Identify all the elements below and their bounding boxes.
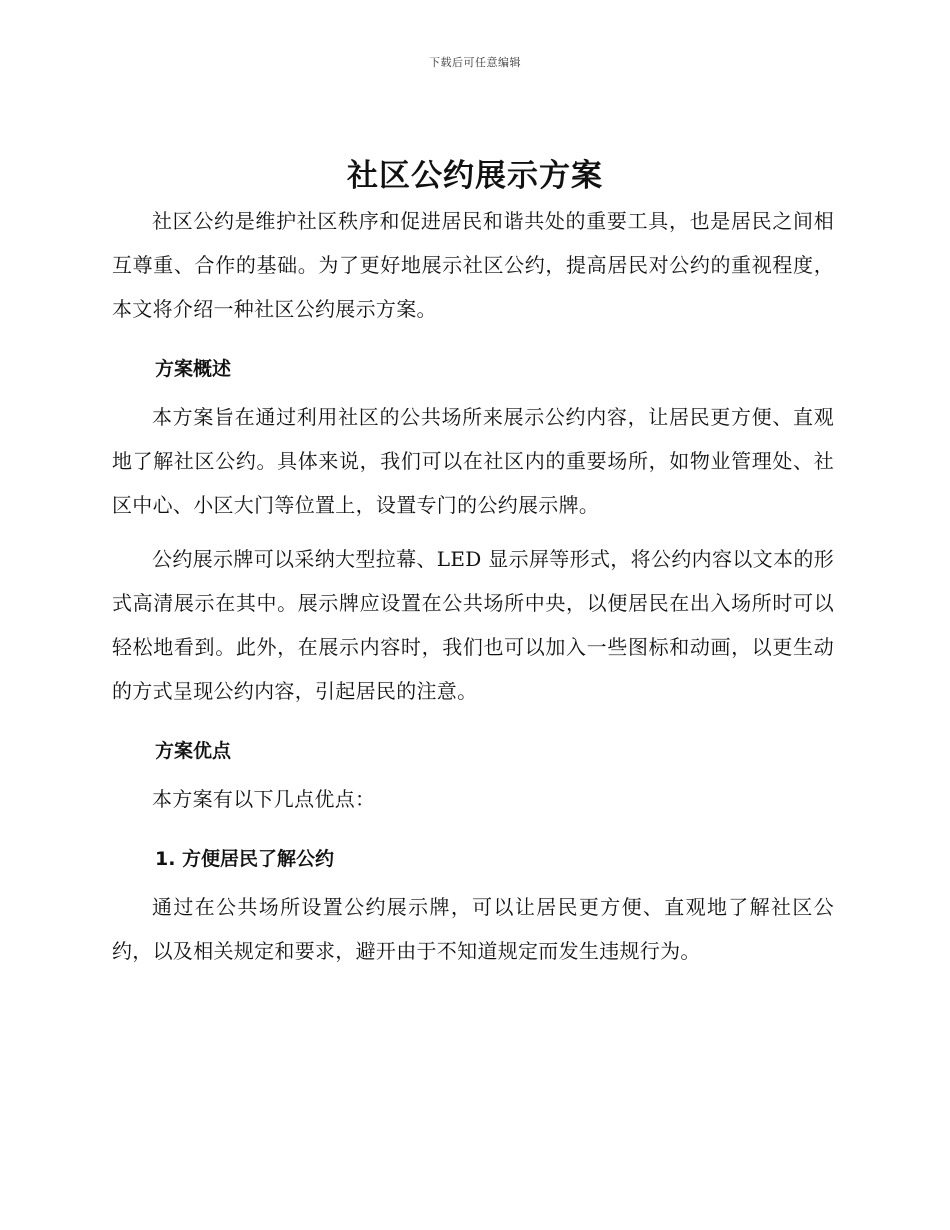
document-body [112,199,834,973]
section-heading-overview: 方案概述 [155,358,232,380]
spacer [112,527,834,537]
advantage-1-paragraph: 通过在公共场所设置公约展示牌，可以让居民更方便、直观地了解社区公约，以及相关规定和要求，避开由于不知道规定而发生违规行为。 [112,895,834,963]
spacer [112,713,834,723]
overview-paragraph-1: 本方案旨在通过利用社区的公共场所来展示公约内容，让居民更方便、直观地了解社区公约。具体来说，我们可以在社区内的重要场所，如物业管理处、社区中心、小区大门等位置上，设置专门的公约展示牌。 [112,405,834,517]
spacer [112,821,834,831]
document-title: 社区公约展示方案 [347,158,603,194]
advantages-paragraph: 本方案有以下几点优点： [152,787,376,811]
section-heading-advantages: 方案优点 [155,740,232,762]
intro-paragraph: 社区公约是维护社区秩序和促进居民和谐共处的重要工具，也是居民之间相互尊重、合作的基础。为了更好地展示社区公约，提高居民对公约的重视程度，本文将介绍一种社区公约展示方案。 [112,209,834,321]
section-heading-advantage-1: 1. 方便居民了解公约 [155,848,335,870]
spacer [112,331,834,341]
page-header: 下载后可任意编辑 [429,56,521,69]
overview-paragraph-2: 公约展示牌可以采纳大型拉幕、LED 显示屏等形式，将公约内容以文本的形式高清展示在其中。展示牌应设置在公共场所中央，以便居民在出入场所时可以轻松地看到。此外，在展示内容时，我们也可以加入一些图标和动画，以更生动的方式呈现公约内容，引起居民的注意。 [112,547,834,703]
